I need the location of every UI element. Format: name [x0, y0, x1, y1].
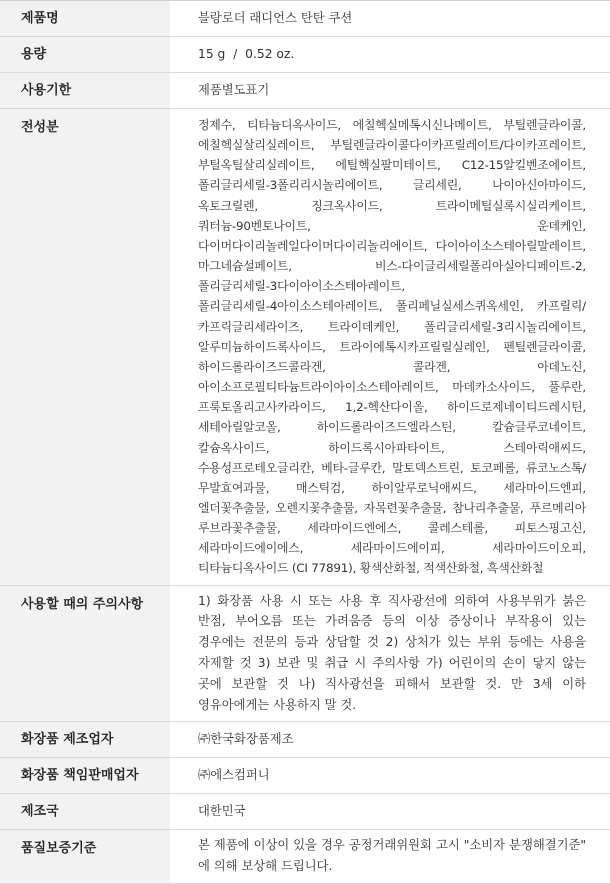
value-seller: ㈜에스컴퍼니: [198, 768, 270, 783]
label-manufacturer: 화장품 제조업자: [0, 722, 170, 758]
row-warranty: [0, 830, 610, 884]
row-manufacturer: [0, 722, 610, 758]
value-expiry: 제품별도표기: [198, 83, 270, 97]
label-ingredients: 전성분: [0, 109, 170, 586]
value-caution: 1) 화장품 사용 시 또는 사용 후 직사광선에 의하여 사용부위가 붉은 반점, 부어오름 또는 가려움증 등의 이상 증상이나 부작용이 있는 경우에는 전문의 등과 상담할 것 2) 상처가 있는 부위 등에는 사용을 자제할 것 3) 보관 및 취급 시 주의사항 가) 어린이의 손이 닿지 않는 곳에 보관할 것 나) 직사광선을 피해서 보관할 것. 만 3세 이하 영유아에게는 사용하지 말 것.: [198, 593, 586, 712]
value-product-name: 블랑로더 래디언스 탄탄 쿠션: [198, 11, 353, 25]
label-origin: 제조국: [0, 794, 170, 830]
label-capacity: 용량: [0, 37, 170, 73]
value-warranty: 본 제품에 이상이 있을 경우 공정거래위원회 고시 "소비자 분쟁해결기준" 에 의해 보상해 드립니다.: [198, 838, 586, 874]
label-product-name: 제품명: [0, 1, 170, 37]
value-origin: 대한민국: [198, 804, 246, 819]
value-ingredients: 정제수, 티타늄디옥사이드, 에칠헥실메톡시신나메이트, 부틸렌글라이콜, 에칠헥실살리실레이트, 부틸렌글라이콜다이카프릴레이트/다이카프레이트, 부틸옥틸살리실레이트, 에틸헥실팔미테이트, C12-15알킬벤조에이트, 폴리글리세릴-3폴리리시놀리에이트, 글리세린, 나이아신아마이드, 옥토크릴렌, 징크옥사이드, 트라이메틸실록시실리케이트, 쿼터늄-90벤토나이트, 운데케인, 다이머다이리놀레일다이머다이리놀리에이트, 다이아이소스테아릴말레이트, 마그네슘설페이트, 비스-다이글리세릴폴리아실아디페이트-2, 폴리글리세릴-3다이아이소스테아레이트, 폴리글리세릴-4아이소스테아레이트, 폴리페닐실세스퀴옥세인, 카프릴릭/카프릭글리세라이즈, 트라이데케인, 폴리글리세릴-3리시놀리에이트, 알루미늄하이드록사이드, 트라이에톡시카프릴릴실레인, 펜틸렌글라이콜, 하이드롤라이즈드콜라겐, 콜라겐, 아데노신, 아이소프로필티타늄트라이아이소스테아레이트, 마데카소사이드, 풀루란, 프룩토올리고사카라이드, 1,2-헥산다이올, 하이드로제네이티드레시틴, 세테아릴알코올, 하이드롤라이즈드엘라스틴, 칼슘글루코네이트, 칼슘옥사이드, 하이드록시아파타이트, 스테아릭애씨드, 수용성프로테오글리칸, 베타-글루칸, 말토덱스트린, 토코페롤, 류코노스톡/무발효여과물, 매스틱검, 하이알루로닉애씨드, 세라마이드엔피, 엘더꽃추출물, 오렌지꽃추출물, 자목련꽃추출물, 참나리추출물, 푸르메리아 루브라꽃추출물, 세라마이드엔에스, 콜레스테롤, 피토스핑고신, 세라마이드에이에스, 세라마이드에이피, 세라마이드이오피, 티타늄디옥사이드 (CI 77891), 황색산화철, 적색산화철, 흑색산화철: [198, 118, 586, 576]
row-capacity: [0, 37, 610, 73]
value-manufacturer: ㈜한국화장품제조: [198, 732, 294, 747]
row-seller: [0, 758, 610, 794]
row-origin: [0, 794, 610, 830]
label-caution: 사용할 때의 주의사항: [0, 585, 170, 722]
row-ingredients: [0, 109, 610, 586]
label-seller: 화장품 책임판매업자: [0, 758, 170, 794]
label-expiry: 사용기한: [0, 73, 170, 109]
label-warranty: 품질보증기준: [0, 830, 170, 884]
row-product-name: [0, 1, 610, 37]
row-caution: [0, 585, 610, 722]
value-capacity: 15 g / 0.52 oz.: [198, 47, 295, 61]
row-expiry: [0, 73, 610, 109]
